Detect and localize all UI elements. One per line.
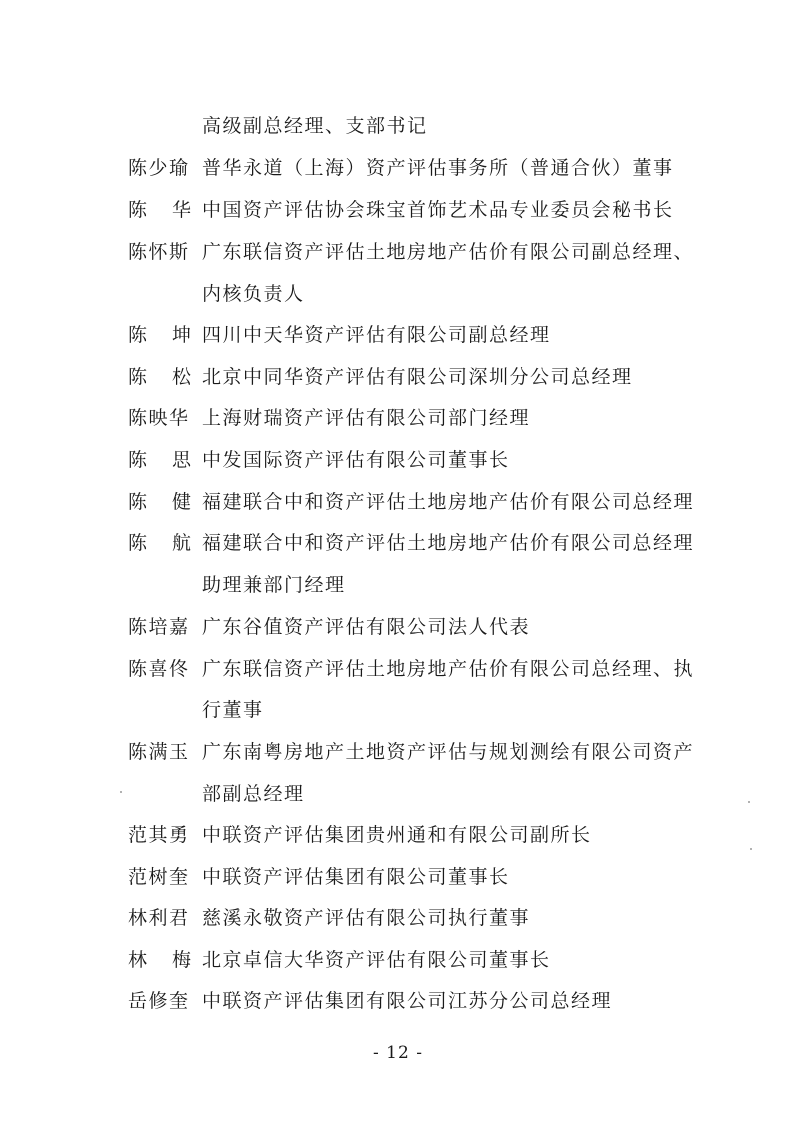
entry-name: 陈少瑜	[128, 157, 190, 179]
entry-desc: 北京卓信大华资产评估有限公司董事长	[202, 949, 551, 971]
entry-name: 陈航	[128, 532, 217, 554]
entry-desc: 广东南粤房地产土地资产评估与规划测绘有限公司资产	[202, 741, 695, 763]
entry-desc: 四川中天华资产评估有限公司副总经理	[202, 324, 551, 346]
entry-desc: 高级副总经理、支部书记	[202, 115, 428, 137]
entry-desc: 中联资产评估集团有限公司董事长	[202, 866, 510, 888]
entry-desc-continuation: 内核负责人	[202, 283, 305, 305]
entry-name: 陈怀斯	[128, 241, 190, 263]
page-number: - 12 -	[373, 1043, 423, 1063]
entry-name: 范树奎	[128, 866, 190, 888]
entry-name: 陈思	[128, 449, 217, 471]
entry-desc: 福建联合中和资产评估土地房地产估价有限公司总经理	[202, 491, 695, 513]
entry-desc: 广东联信资产评估土地房地产估价有限公司副总经理、	[202, 241, 695, 263]
entry-name: 岳修奎	[128, 990, 190, 1012]
entry-desc: 广东谷值资产评估有限公司法人代表	[202, 616, 531, 638]
entry-desc: 中国资产评估协会珠宝首饰艺术品专业委员会秘书长	[202, 199, 674, 221]
entry-name: 林梅	[128, 949, 217, 971]
entry-desc-continuation: 部副总经理	[202, 783, 305, 805]
entry-desc: 慈溪永敬资产评估有限公司执行董事	[202, 907, 531, 929]
entry-desc: 广东联信资产评估土地房地产估价有限公司总经理、执	[202, 658, 695, 680]
scan-speck	[750, 848, 752, 850]
entry-desc: 中发国际资产评估有限公司董事长	[202, 449, 510, 471]
scan-speck	[120, 791, 122, 793]
entry-name: 陈满玉	[128, 741, 190, 763]
entry-desc: 中联资产评估集团有限公司江苏分公司总经理	[202, 990, 613, 1012]
entry-desc: 北京中同华资产评估有限公司深圳分公司总经理	[202, 366, 633, 388]
scan-speck	[748, 801, 750, 803]
entry-name: 陈松	[128, 366, 217, 388]
entry-name: 陈华	[128, 199, 217, 221]
entry-desc: 中联资产评估集团贵州通和有限公司副所长	[202, 824, 592, 846]
entry-name: 陈健	[128, 491, 217, 513]
entry-desc-continuation: 助理兼部门经理	[202, 574, 346, 596]
entry-name: 林利君	[128, 907, 190, 929]
entry-name: 陈培嘉	[128, 616, 190, 638]
entry-desc: 上海财瑞资产评估有限公司部门经理	[202, 407, 531, 429]
entry-name: 陈映华	[128, 407, 190, 429]
entry-name: 陈喜佟	[128, 658, 190, 680]
entry-desc: 福建联合中和资产评估土地房地产估价有限公司总经理	[202, 532, 695, 554]
entry-desc-continuation: 行董事	[202, 699, 264, 721]
entry-desc: 普华永道（上海）资产评估事务所（普通合伙）董事	[202, 157, 674, 179]
entry-name: 范其勇	[128, 824, 190, 846]
entry-name: 陈坤	[128, 324, 217, 346]
